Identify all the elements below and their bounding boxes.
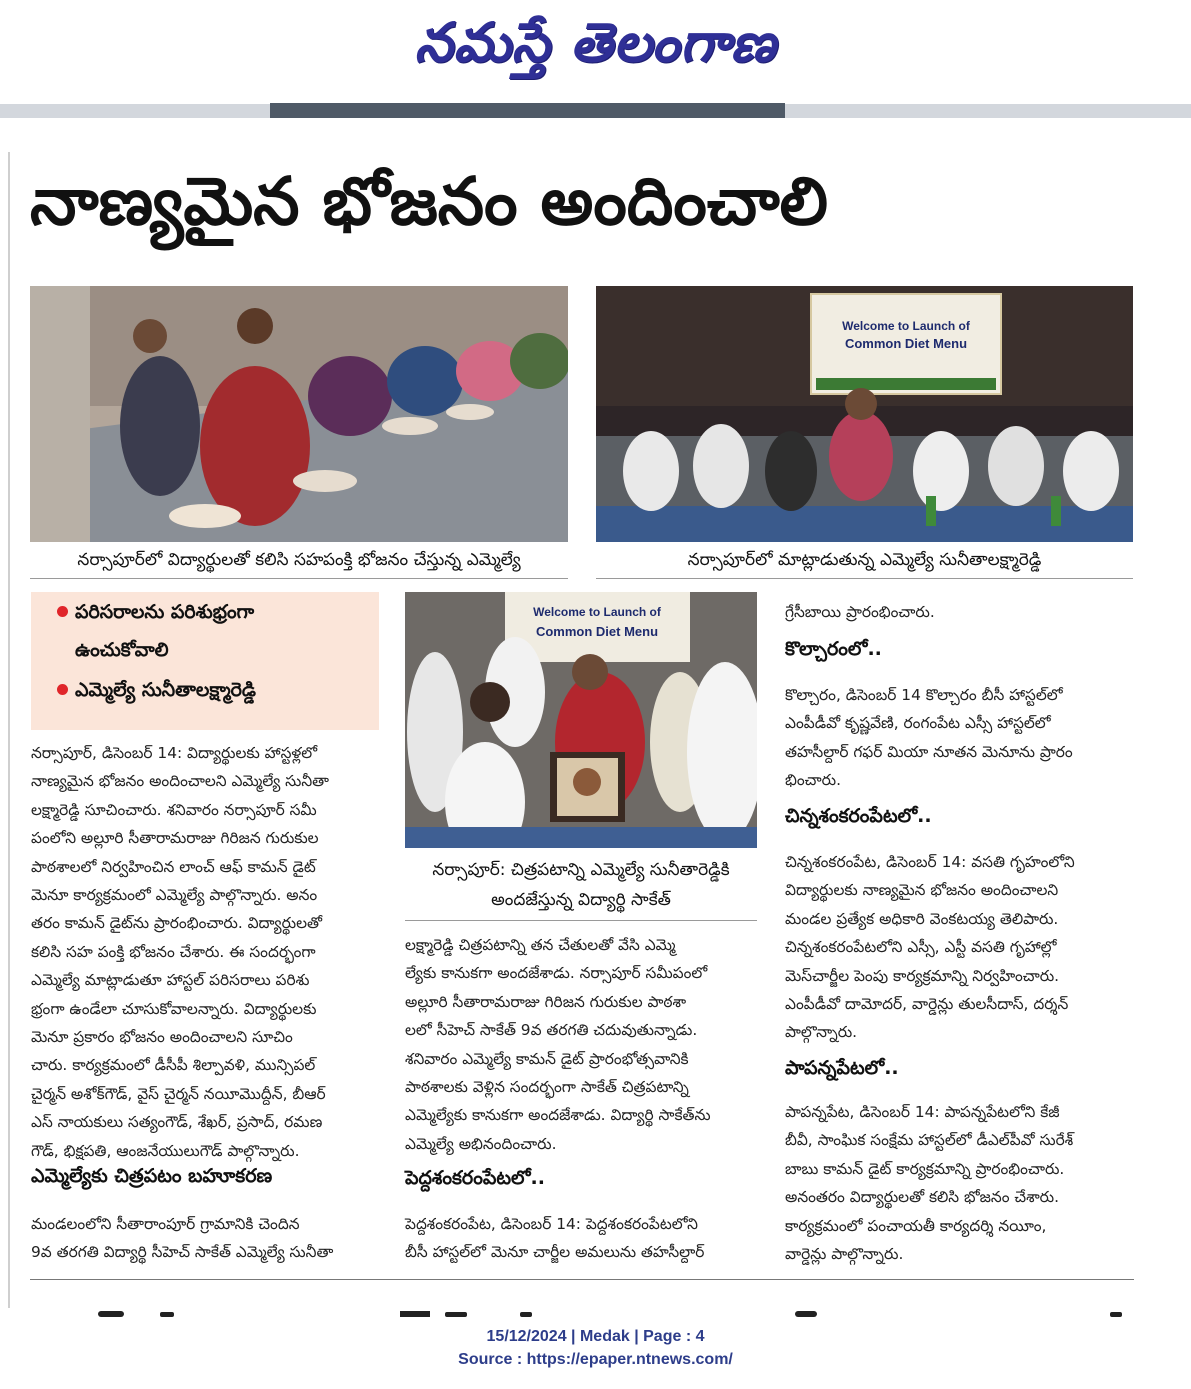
photo-portrait-gift [405,592,757,848]
caption-rule-middle [405,920,757,921]
subhead-portrait-gift: ఎమ్మెల్యేకు చిత్రపటం బహూకరణ [31,1165,273,1187]
photo-mla-speaking [596,286,1133,542]
subhead-papannapet: పాపన్నపేటలో.. [785,1057,899,1079]
banner-line2: Common Diet Menu [535,624,659,639]
text-line: శనివారం ఎమ్మెల్యే కామన్ డైట్ ప్రారంభోత్సవానికి [405,1049,689,1068]
subhead-chinnashankarampet: చిన్నశంకరంపేటలో.. [785,805,932,827]
text-line: నర్సాపూర్, డిసెంబర్ 14: విద్యార్థులకు హాస్టళ్లలో [31,744,318,762]
text-line: లక్ష్మారెడ్డి చిత్రపటాన్ని తన చేతులతో వేసి ఎమ్మె [405,936,676,954]
article-col-3-intro [785,598,1133,626]
highlight-line-3: ఎమ్మెల్యే సునీతాలక్ష్మారెడ్డి [75,679,256,701]
bullet-icon [57,684,68,695]
text-line: చిన్నశంకరంపేట, డిసెంబర్ 14: వసతి గృహంలోని [785,853,1075,871]
header-divider-accent [270,103,785,118]
text-line: నాణ్యమైన భోజనం అందించాలని ఎమ్మెల్యే సునీతా [31,772,329,791]
text-line: లక్ష్మారెడ్డి సూచించారు. శనివారం నర్సాపూర్ సమీ [31,800,317,819]
text-line: చారు. కార్యక్రమంలో డీసీపీ శిల్పావళి, మున్సిపల్ [31,1056,316,1075]
text-line: కార్యక్రమంలో పంచాయతీ కార్యదర్శి నయీం, [785,1216,1047,1235]
text-line: పంలోని అల్లూరి సీతారామరాజు గిరిజన గురుకుల [31,829,319,848]
caption-rule-right [596,578,1133,579]
text-line: ఎస్ నాయకులు సత్యంగౌడ్, శేఖర్, ప్రసాద్, రమణ [31,1113,323,1132]
text-line: చైర్మన్ అశోక్‌గౌడ్, వైస్ చైర్మన్ నయీమొద్దీన్, బీఆర్ [31,1084,326,1103]
text-line: తరం కామన్ డైట్‌ను ప్రారంభించారు. విద్యార్థులతో [31,914,322,933]
text-line: గ్రేసీబాయి ప్రారంభించారు. [785,603,935,621]
cropped-next-article [90,1302,1130,1312]
text-line: భ్రంగా ఉండేలా చూసుకోవాలన్నారు. విద్యార్థులకు [31,999,317,1018]
bottom-rule [30,1279,1134,1280]
banner-line1: Welcome to Launch of [842,319,970,333]
subhead-peddashankarampet: పెద్దశంకరంపేటలో.. [405,1167,545,1189]
text-line: ఎంపీడీవో కృష్ణవేణి, రంగంపేట ఎస్సీ హాస్టల్‌లో [785,714,1051,733]
photo-caption-right: నర్సాపూర్‌లో మాట్లాడుతున్న ఎమ్మెల్యే సునీతాలక్ష్మారెడ్డి [687,550,1042,570]
headline: నాణ్యమైన భోజనం అందించాలి [30,163,829,240]
highlight-line-1: పరిసరాలను పరిశుభ్రంగా [75,601,255,623]
text-line: భించారు. [785,771,841,790]
left-margin-rule [8,152,10,1308]
newspaper-logo: నమస్తే తెలంగాణ [414,11,777,74]
text-line: పాఠశాలకు వెళ్లిన సందర్భంగా సాకేత్ చిత్రపటాన్ని [405,1078,689,1097]
text-line: కొల్చారం, డిసెంబర్ 14 కొల్చారం బీసీ హాస్టల్‌లో [785,686,1063,704]
text-line: బీవీ, సాంఘిక సంక్షేమ హాస్టల్‌లో డీఎల్‌పీవో సురేశ్ [785,1131,1074,1150]
text-line: 9వ తరగతి విద్యార్థి సీహెచ్ సాకేత్ ఎమ్మెల్యే సునీతా [31,1243,334,1262]
text-line: ఎమ్మెల్యే మాట్లాడుతూ హాస్టల్ పరిసరాలు పరిశు [31,971,310,990]
text-line: మెస్‌చార్జీల పెంపు కార్యక్రమాన్ని నిర్వహించారు. [785,966,1060,985]
text-line: ఎంపీడీవో దామోదర్, వార్డెన్లు తులసీదాస్, దర్శన్ [785,995,1069,1014]
text-line: చిన్నశంకరంపేటలోని ఎస్సీ, ఎస్టీ వసతి గృహాల్లో [785,938,1057,957]
text-line: పాఠశాలలో నిర్వహించిన లాంచ్ ఆఫ్ కామన్ డైట్ [31,857,316,876]
text-line: ఎమ్మెల్యే అభినందించారు. [405,1134,557,1153]
photo-caption-left: నర్సాపూర్‌లో విద్యార్థులతో కలిసి సహపంక్తి భోజనం చేస్తున్న ఎమ్మెల్యే [77,550,521,570]
text-line: పాపన్నపేట, డిసెంబర్ 14: పాపన్నపేటలోని కేజీ [785,1103,1060,1121]
text-line: కలిసి సహ పంక్తి భోజనం చేశారు. ఈ సందర్భంగా [31,942,316,961]
text-line: లలో సీహెచ్ సాకేత్ 9వ తరగతి చదువుతున్నాడు. [405,1021,698,1040]
text-line: మండల ప్రత్యేక అధికారి వెంకటయ్య తెలిపారు. [785,909,1059,928]
text-line: బాబు కామన్ డైట్ కార్యక్రమాన్ని ప్రారంభించారు. [785,1159,1065,1178]
text-line: మెనూ ప్రకారం భోజనం అందించాలని సూచిం [31,1028,293,1047]
text-line: అల్లూరి సీతారామరాజు గిరిజన గురుకుల పాఠశా [405,992,687,1011]
text-line: మండలంలోని సీతారాంపూర్ గ్రామానికి చెందిన [31,1215,300,1233]
photo-caption-middle-2: అందజేస్తున్న విద్యార్థి సాకేత్ [491,890,671,910]
article-col-2 [405,931,757,1158]
article-col-2-cont [405,1210,757,1267]
article-kolcharam [785,681,1133,795]
highlight-box [31,592,379,730]
text-line: గౌడ్, భిక్షపతి, ఆంజనేయులుగౌడ్ పాల్గొన్నారు. [31,1141,300,1160]
caption-rule-left [30,578,568,579]
photo-students-lunch [30,286,568,542]
text-line: ఎమ్మెల్యేకు కానుకగా అందజేశాడు. విద్యార్థి సాకేత్‌ను [405,1106,711,1125]
text-line: విద్యార్థులకు నాణ్యమైన భోజనం అందించాలని [785,881,1059,900]
text-line: తహసీల్దార్ గఫర్ మియా నూతన మెనూను ప్రారం [785,742,1073,761]
bullet-icon [57,606,68,617]
text-line: అనంతరం విద్యార్థులతో కలిసి భోజనం చేశారు. [785,1188,1060,1207]
masthead [0,0,1191,92]
text-line: పాల్గొన్నారు. [785,1023,858,1042]
photo-caption-middle-1: నర్సాపూర్: చిత్రపటాన్ని ఎమ్మెల్యే సునీతారెడ్డికి [432,860,730,880]
banner-line1: Welcome to Launch of [533,605,661,619]
text-line: బీసీ హాస్టల్‌లో మెనూ చార్జీల అమలును తహసీల్దార్ [405,1243,705,1262]
footer-source-link[interactable]: Source : https://epaper.ntnews.com/ [458,1351,733,1368]
text-line: ల్యేకు కానుకగా అందజేశాడు. నర్సాపూర్ సమీపంలో [405,964,708,983]
subhead-kolcharam: కొల్చారంలో.. [785,638,882,660]
article-col-1 [31,739,379,1165]
article-papannapet [785,1098,1133,1268]
article-col-1-cont [31,1210,379,1267]
text-line: పెద్దశంకరంపేట, డిసెంబర్ 14: పెద్దశంకరంపేటలోని [405,1215,698,1233]
article-chinnashankarampet [785,848,1133,1047]
text-line: మెనూ కార్యక్రమంలో ఎమ్మెల్యే పాల్గొన్నారు. అనం [31,886,318,905]
highlight-line-2: ఉంచుకోవాలి [75,639,169,661]
banner-line2: Common Diet Menu [844,336,968,351]
text-line: వార్డెన్లు పాల్గొన్నారు. [785,1245,904,1264]
footer-date-edition: 15/12/2024 | Medak | Page : 4 [486,1328,705,1345]
